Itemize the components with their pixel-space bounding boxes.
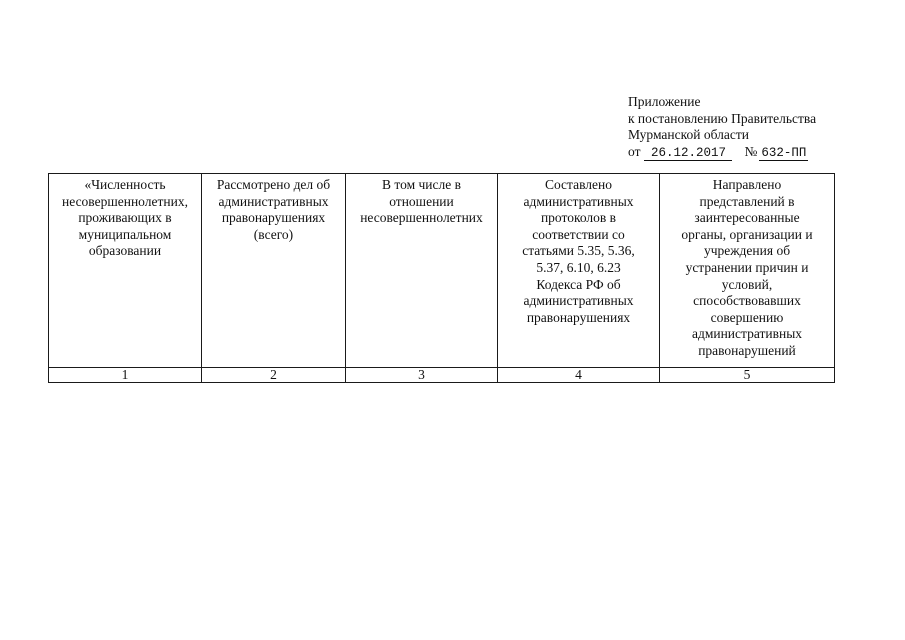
column-number-2: 2 (202, 368, 346, 383)
table-number-row (49, 368, 835, 383)
appendix-reference: к постановлению Правительства (628, 110, 817, 126)
header-text: Направлено представлений в заинтересованные органы, организации и учреждения об устранении причин и условий, способствовавших совершению административных правонарушений (681, 177, 813, 358)
statistics-table (48, 173, 835, 383)
header-text: В том числе в отношении несовершеннолетних (360, 177, 483, 226)
header-text: Рассмотрено дел об административных правонарушениях (всего) (216, 177, 331, 242)
appendix-region: Мурманской области (628, 127, 749, 142)
header-cell-cases-reviewed (202, 174, 346, 368)
date-prefix: от (628, 143, 641, 159)
decree-date: 26.12.2017 (644, 146, 732, 161)
column-number-5: 5 (660, 368, 835, 383)
column-number-4: 4 (498, 368, 660, 383)
number-sign: № (744, 143, 758, 159)
column-number-3: 3 (346, 368, 498, 383)
decree-number: 632-ПП (761, 145, 807, 160)
header-text: «Численность несовершеннолетних, проживающих в муниципальном образовании (62, 177, 188, 259)
appendix-date-row (628, 144, 816, 161)
table-header-row (49, 174, 835, 368)
header-cell-submissions (660, 174, 835, 368)
header-cell-cases-minors (346, 174, 498, 368)
header-cell-protocols (498, 174, 660, 368)
appendix-header (628, 94, 816, 161)
header-cell-minors-count (49, 174, 202, 368)
header-text: Составлено административных протоколов в соответствии со статьями 5.35, 5.36, 5.37, 6.10, 6.23 Кодекса РФ об административных правонарушениях (522, 177, 635, 325)
appendix-title: Приложение (628, 94, 701, 109)
column-number-1: 1 (49, 368, 202, 383)
